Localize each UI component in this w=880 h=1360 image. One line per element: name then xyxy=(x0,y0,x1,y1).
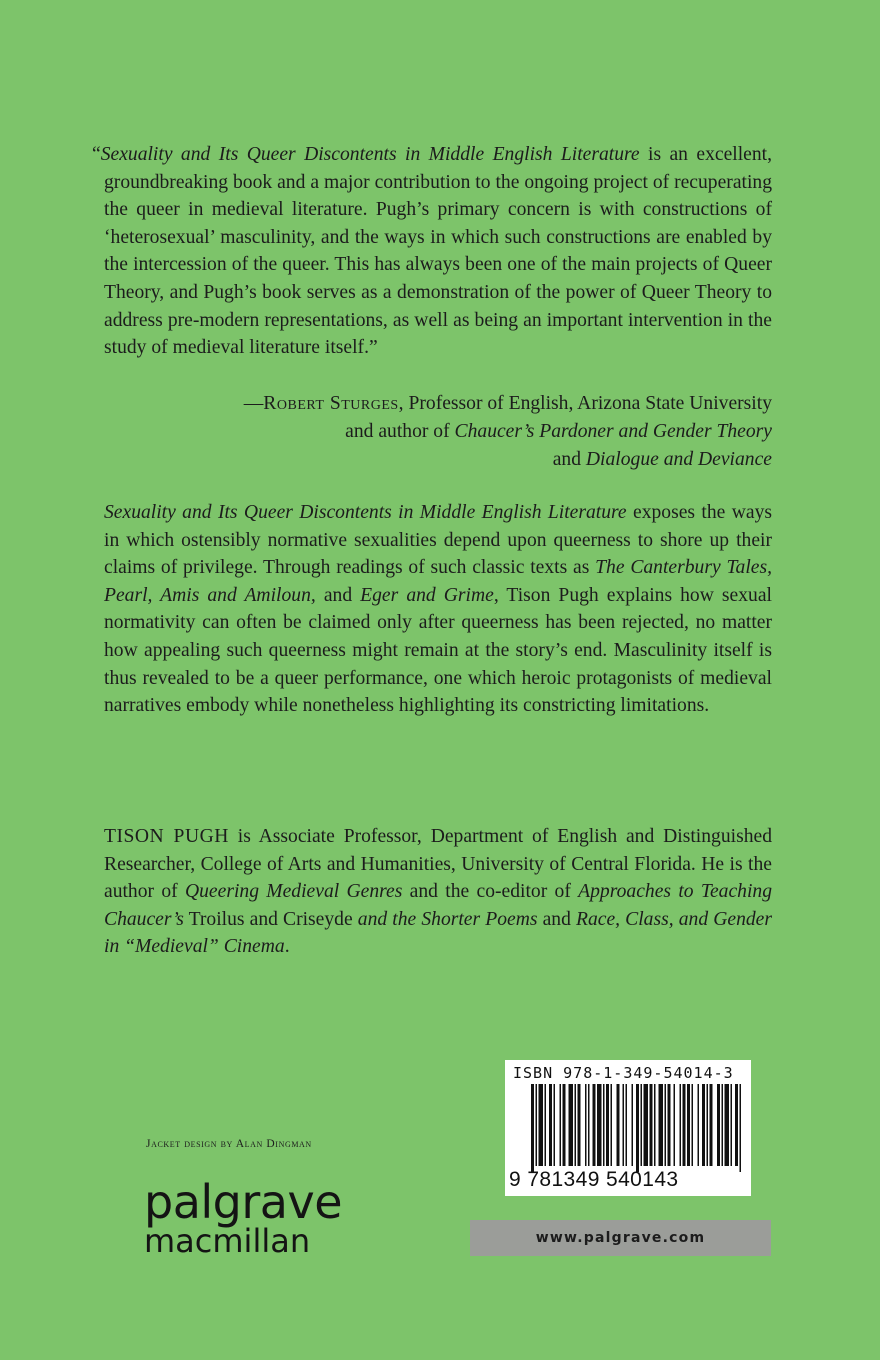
barcode-bar xyxy=(606,1084,609,1166)
jacket-design-credit: Jacket design by Alan Dingman xyxy=(146,1138,312,1150)
description-text-3: , Tison Pugh explains how sexual normativity can often be claimed only after queerness has been rejected, no matter how appealing such queerness might remain at the story’s end. Masculinity itself is thus revealed to be a queer performance, one which heroic protagonists of medieval narratives embody while nonetheless highlighting its constricting limitations. xyxy=(104,584,772,717)
barcode-bar xyxy=(560,1084,562,1166)
barcode-bar xyxy=(717,1084,720,1166)
barcode-bar xyxy=(632,1084,634,1166)
review-book-title: Sexuality and Its Queer Discontents in Middle English Literature xyxy=(100,144,640,165)
publisher-logo xyxy=(144,1175,342,1260)
barcode-bar xyxy=(725,1084,730,1166)
barcode-bar xyxy=(683,1084,686,1166)
description-text-2: and xyxy=(315,584,361,606)
description-texts-1: The Canterbury Tales, Pearl, Amis and Amiloun, xyxy=(104,557,772,606)
barcode-bar xyxy=(680,1084,682,1166)
barcode-bar xyxy=(593,1084,596,1166)
author-bio xyxy=(104,823,772,961)
bio-text-2: and the co-editor of xyxy=(402,881,579,903)
barcode-bar xyxy=(611,1084,613,1166)
barcode-bar xyxy=(698,1084,700,1166)
review-body: is an excellent, groundbreaking book and a major contribution to the ongoing project of recuperating the queer in medieval literature. Pugh’s primary concern is with constructions of ‘heterosexual’ masculinity, and the ways in which such constructions are enabled by the intercession of the queer. This has always been one of the main projects of Queer Theory, and Pugh’s book serves as a demonstration of the power of Queer Theory to address pre-modern representations, as well as being an important intervention in the study of medieval literature itself.” xyxy=(104,144,772,359)
barcode-bar xyxy=(665,1084,667,1166)
barcode-bar xyxy=(603,1084,605,1166)
isbn-label: ISBN 978-1-349-54014-3 xyxy=(513,1064,734,1082)
barcode-bar xyxy=(707,1084,709,1166)
barcode-bar xyxy=(650,1084,653,1166)
barcode-bar xyxy=(659,1084,664,1166)
reviewer-name: Robert Sturges xyxy=(263,393,399,414)
reviewer-book-one: Chaucer’s Pardoner and Gender Theory xyxy=(454,421,772,442)
publisher-logo-line1: palgrave xyxy=(144,1175,342,1229)
attribution-dash: — xyxy=(243,393,264,414)
barcode-bar xyxy=(623,1084,625,1166)
website-bar xyxy=(470,1220,771,1256)
barcode-bar xyxy=(554,1084,556,1166)
and-text: and xyxy=(552,449,586,470)
review-quote xyxy=(92,141,772,362)
publisher-logo-line2: macmillan xyxy=(144,1222,311,1260)
barcode-bar xyxy=(585,1084,587,1166)
barcode-bar xyxy=(731,1084,733,1166)
book-description xyxy=(104,499,772,720)
barcode-digits: 9 781349 540143 xyxy=(509,1168,679,1191)
barcode-bar xyxy=(536,1084,538,1166)
barcode-bar xyxy=(545,1084,547,1166)
isbn-barcode xyxy=(505,1060,751,1196)
barcode-bar xyxy=(702,1084,705,1166)
barcode-bar xyxy=(636,1084,639,1172)
bio-book-2b: Troilus and Criseyde xyxy=(183,908,358,930)
review-attribution xyxy=(104,390,772,474)
barcode-bar xyxy=(531,1084,534,1172)
barcode-bar xyxy=(588,1084,590,1166)
barcode-bar xyxy=(674,1084,676,1166)
barcode-bar xyxy=(549,1084,552,1166)
reviewer-role: , Professor of English, Arizona State University xyxy=(398,393,772,414)
bio-book-3: Race, Class, and Gender in “Medieval” Cinema xyxy=(104,908,773,958)
barcode-bar xyxy=(644,1084,649,1166)
bio-book-2a: Approaches to Teaching Chaucer’s xyxy=(104,881,772,930)
barcode-bar xyxy=(735,1084,738,1166)
bio-text-3: and xyxy=(537,908,576,930)
description-texts-2: Eger and Grime xyxy=(360,584,494,606)
barcode-bar xyxy=(569,1084,574,1166)
and-author-of-text: and author of xyxy=(345,421,455,442)
barcode-bar xyxy=(575,1084,577,1166)
barcode-bar xyxy=(692,1084,694,1166)
barcode-bar xyxy=(626,1084,628,1166)
barcode-bar xyxy=(563,1084,566,1166)
barcode-bar xyxy=(617,1084,620,1166)
author-name: TISON PUGH xyxy=(104,826,229,847)
bio-book-2c: and the Shorter Poems xyxy=(357,908,538,930)
open-quote-mark: “ xyxy=(92,144,101,165)
website-url: www.palgrave.com xyxy=(535,1230,706,1246)
barcode-bar xyxy=(641,1084,643,1166)
barcode-bar xyxy=(722,1084,724,1166)
bio-book-1: Queering Medieval Genres xyxy=(184,881,403,903)
description-text-1: exposes the ways in which ostensibly normative sexualities depend upon queerness to shore up their claims of privilege. Through readings of such classic texts as xyxy=(104,502,772,579)
bio-text-1: is Associate Professor, Department of English and Distinguished Researcher, College of Arts and Humanities, University of Central Florida. He is the author of xyxy=(104,826,773,903)
barcode-bar xyxy=(687,1084,690,1166)
reviewer-book-two: Dialogue and Deviance xyxy=(585,449,772,470)
barcode-bar xyxy=(654,1084,656,1166)
barcode-bar xyxy=(668,1084,671,1166)
barcode-bar xyxy=(578,1084,581,1166)
barcode-bar xyxy=(597,1084,602,1166)
barcode-bar xyxy=(710,1084,713,1166)
barcode-bar xyxy=(740,1084,742,1172)
barcode-bar xyxy=(539,1084,544,1166)
bio-end: . xyxy=(284,936,290,958)
description-book-title: Sexuality and Its Queer Discontents in Middle English Literature xyxy=(104,502,627,523)
